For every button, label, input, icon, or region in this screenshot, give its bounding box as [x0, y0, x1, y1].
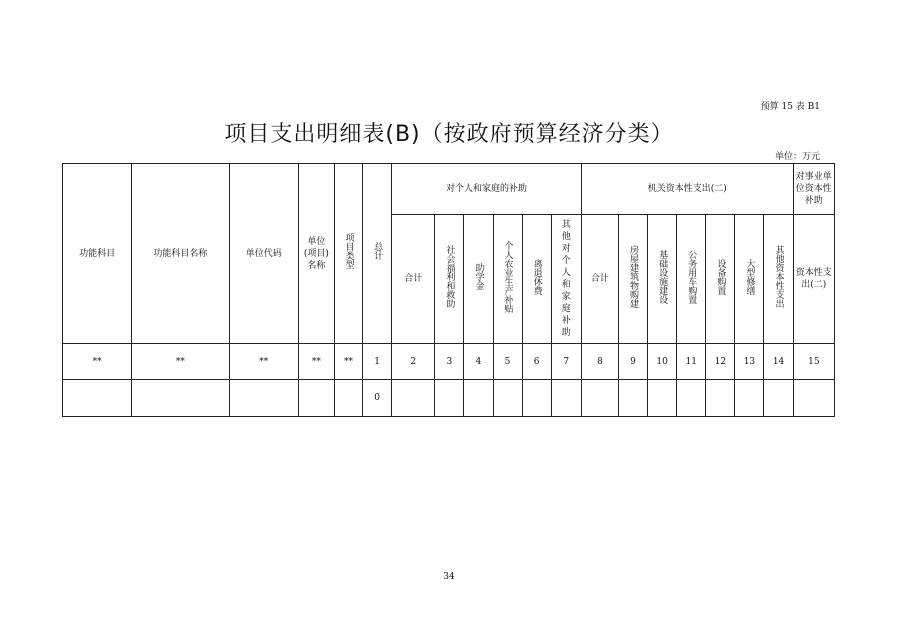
data-cell: [229, 380, 298, 417]
data-cell: [677, 380, 706, 417]
data-cell: [493, 380, 522, 417]
page-title: 项目支出明细表(B)（按政府预算经济分类）: [224, 122, 674, 147]
index-cell: 7: [551, 344, 581, 380]
header-e-capital: 资本性支出(二): [793, 215, 834, 344]
data-cell-total: 0: [363, 380, 392, 417]
data-cell: [706, 380, 735, 417]
data-cell: [522, 380, 551, 417]
index-cell: 15: [793, 344, 834, 380]
table-code: 预算 15 表 B1: [760, 102, 820, 112]
index-cell: 10: [648, 344, 677, 380]
data-cell: [464, 380, 493, 417]
index-cell: 13: [735, 344, 764, 380]
unit-label: 单位：万元: [774, 152, 820, 162]
index-row: [63, 344, 835, 380]
header-unit-name: 单位(项目)名称: [298, 164, 334, 344]
data-cell: [63, 380, 132, 417]
index-cell: 3: [435, 344, 464, 380]
header-c-total: 合计: [581, 215, 618, 344]
group-personal-subsidy: 对个人和家庭的补助: [392, 164, 582, 215]
budget-table: [62, 163, 835, 417]
index-cell: **: [298, 344, 334, 380]
data-cell: [334, 380, 362, 417]
group-capital-expense: 机关资本性支出(二): [581, 164, 793, 215]
index-cell: 6: [522, 344, 551, 380]
index-cell: 1: [363, 344, 392, 380]
header-func-code: 功能科目: [63, 164, 132, 344]
data-row: [63, 380, 835, 417]
data-cell: [764, 380, 793, 417]
data-cell: [392, 380, 435, 417]
group-enterprise-capital: 对事业单位资本性补助: [793, 164, 834, 215]
data-cell: [735, 380, 764, 417]
header-project-type: 项目类型: [334, 164, 362, 344]
header-row-1: [63, 164, 835, 215]
header-c-repair: 大型修缮: [735, 215, 764, 344]
header-p-welfare: 社会福利和救助: [435, 215, 464, 344]
index-cell: 12: [706, 344, 735, 380]
index-cell: 11: [677, 344, 706, 380]
header-p-total: 合计: [392, 215, 435, 344]
index-cell: 14: [764, 344, 793, 380]
header-c-infra: 基础设施建设: [648, 215, 677, 344]
header-c-car: 公务用车购置: [677, 215, 706, 344]
index-cell: 5: [493, 344, 522, 380]
header-p-farm: 个人农业生产补贴: [493, 215, 522, 344]
header-p-stipend: 助学金: [464, 215, 493, 344]
header-func-name: 功能科目名称: [132, 164, 229, 344]
index-cell: 2: [392, 344, 435, 380]
data-cell: [619, 380, 648, 417]
data-cell: [132, 380, 229, 417]
index-cell: **: [334, 344, 362, 380]
header-p-retire: 离退休费: [522, 215, 551, 344]
header-total: 总计: [363, 164, 392, 344]
data-cell: [648, 380, 677, 417]
data-cell: [298, 380, 334, 417]
index-cell: 4: [464, 344, 493, 380]
data-cell: [435, 380, 464, 417]
header-c-equip: 设备购置: [706, 215, 735, 344]
data-cell: [793, 380, 834, 417]
index-cell: **: [63, 344, 132, 380]
index-cell: 9: [619, 344, 648, 380]
header-unit-code: 单位代码: [229, 164, 298, 344]
index-cell: **: [132, 344, 229, 380]
header-c-house: 房屋建筑物购建: [619, 215, 648, 344]
data-cell: [551, 380, 581, 417]
header-c-other: 其他资本性支出: [764, 215, 793, 344]
index-cell: 8: [581, 344, 618, 380]
data-cell: [581, 380, 618, 417]
index-cell: **: [229, 344, 298, 380]
header-p-other: 其他对个人和家庭补助: [551, 215, 581, 344]
page-number: 34: [443, 572, 455, 582]
